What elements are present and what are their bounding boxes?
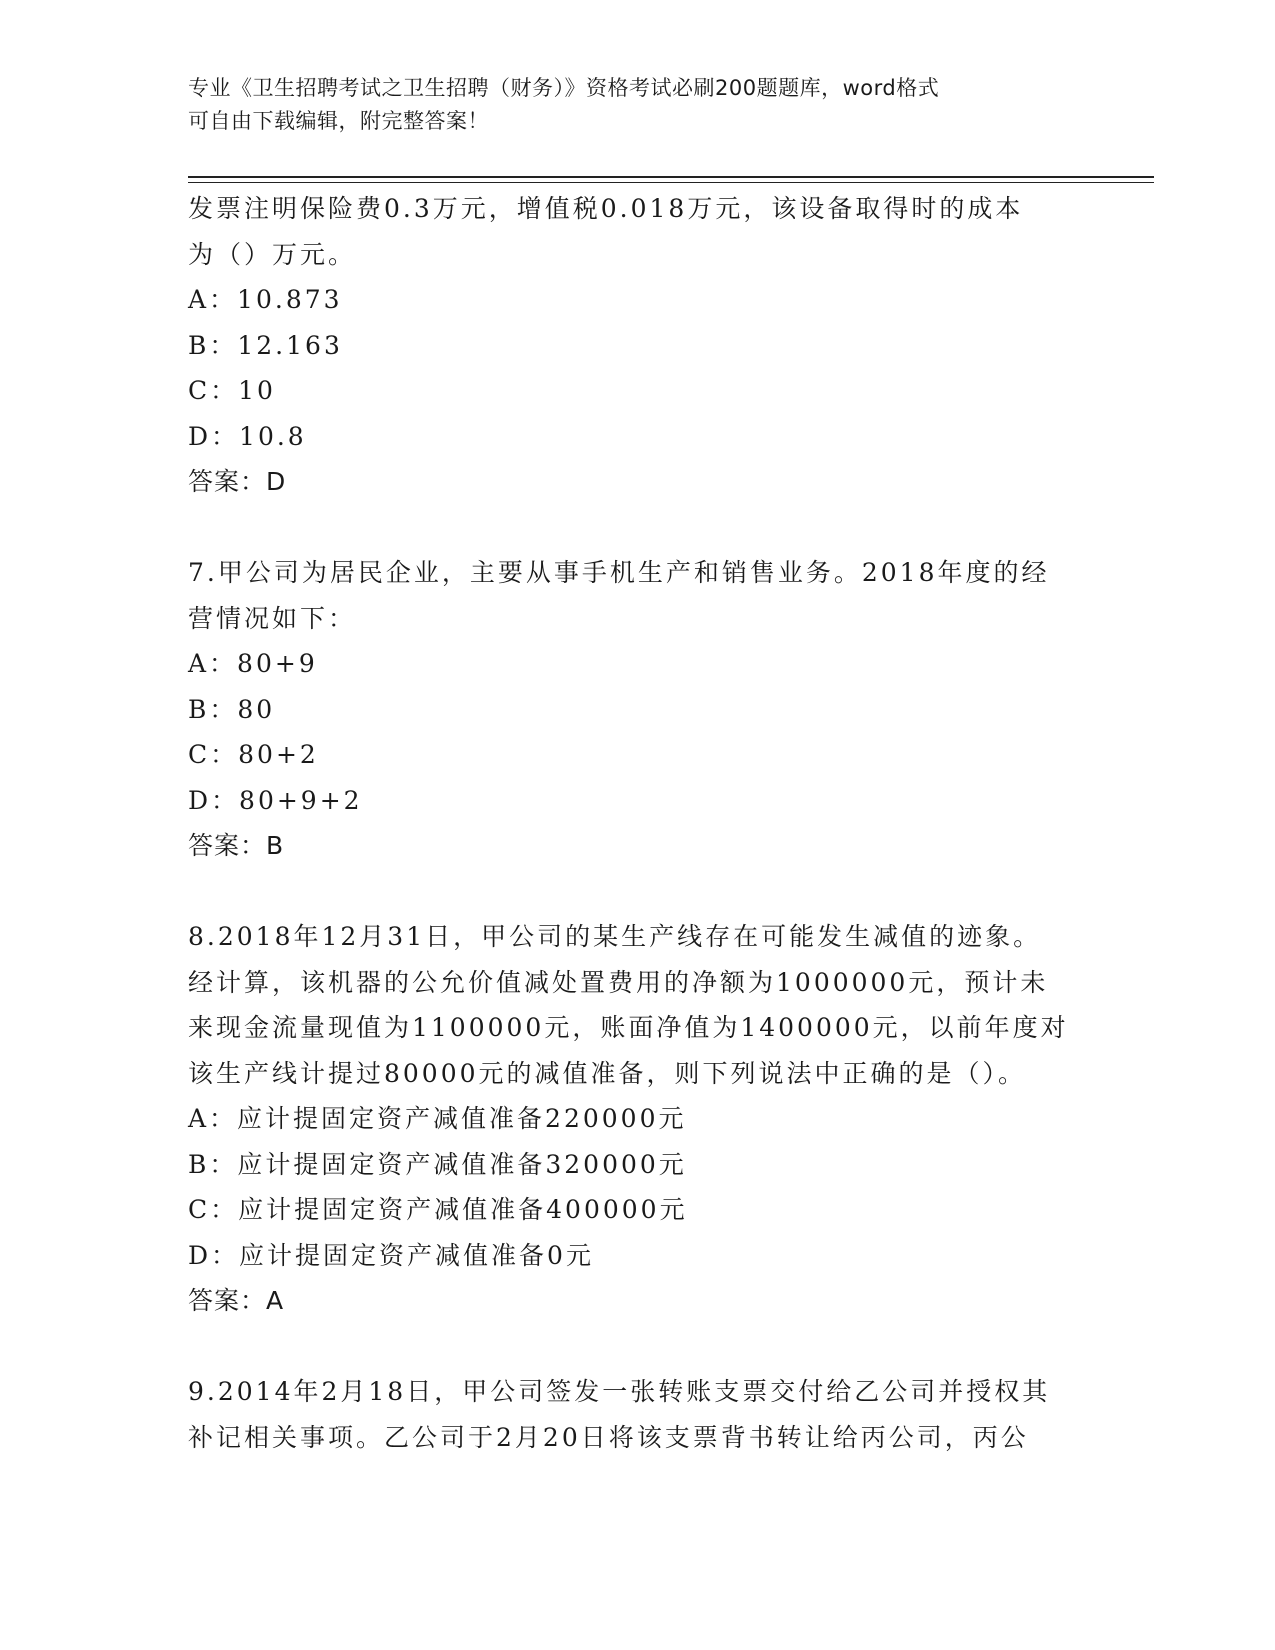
option-d: D：应计提固定资产减值准备0元: [188, 1240, 594, 1270]
option-a: A：80+9: [188, 649, 318, 678]
header-title-line-1: 专业《卫生招聘考试之卫生招聘（财务）》资格考试必刷200题题库，word格式: [188, 76, 940, 100]
option-c: C：80+2: [188, 740, 319, 769]
question-7: [188, 550, 1088, 869]
option-b: B：12.163: [188, 330, 343, 360]
header-divider-thick: [188, 176, 1154, 178]
spacer: [188, 505, 1088, 551]
header-title-line-2: 可自由下载编辑，附完整答案！: [188, 109, 489, 133]
question-8: [188, 914, 1088, 1324]
option-d: D：10.8: [188, 421, 307, 451]
question-stem-line: 营情况如下：: [188, 603, 357, 633]
question-stem-line: 来现金流量现值为1100000元，账面净值为1400000元，以前年度对: [188, 1013, 1069, 1042]
question-stem-line: 7.甲公司为居民企业，主要从事手机生产和销售业务。2018年度的经: [188, 558, 1050, 587]
option-c: C：应计提固定资产减值准备400000元: [188, 1195, 688, 1224]
answer-label: 答案：A: [188, 1286, 285, 1315]
option-d: D：80+9+2: [188, 785, 363, 815]
option-b: B：80: [188, 694, 276, 724]
question-stem-line: 为（）万元。: [188, 239, 357, 269]
question-stem-line: 9.2014年2月18日，甲公司签发一张转账支票交付给乙公司并授权其: [188, 1377, 1051, 1406]
page-header: [188, 72, 1068, 138]
question-stem-line: 补记相关事项。乙公司于2月20日将该支票背书转让给丙公司，丙公: [188, 1422, 1029, 1452]
question-stem-line: 该生产线计提过80000元的减值准备，则下列说法中正确的是（）。: [188, 1058, 1027, 1088]
question-stem-line: 8.2018年12月31日，甲公司的某生产线存在可能发生减值的迹象。: [188, 922, 1042, 951]
question-stem-line: 发票注明保险费0.3万元，增值税0.018万元，该设备取得时的成本: [188, 194, 1024, 223]
question-list: [188, 186, 1088, 1460]
option-b: B：应计提固定资产减值准备320000元: [188, 1149, 687, 1179]
spacer: [188, 1324, 1088, 1370]
option-a: A：10.873: [188, 285, 343, 314]
answer-label: 答案：B: [188, 831, 285, 860]
option-c: C：10: [188, 376, 276, 405]
question-stem-line: 经计算，该机器的公允价值减处置费用的净额为1000000元，预计未: [188, 967, 1049, 997]
spacer: [188, 869, 1088, 915]
question-9: [188, 1369, 1088, 1460]
question-6: [188, 186, 1088, 505]
header-divider-thin: [188, 182, 1154, 183]
option-a: A：应计提固定资产减值准备220000元: [188, 1104, 687, 1133]
answer-label: 答案：D: [188, 467, 287, 496]
